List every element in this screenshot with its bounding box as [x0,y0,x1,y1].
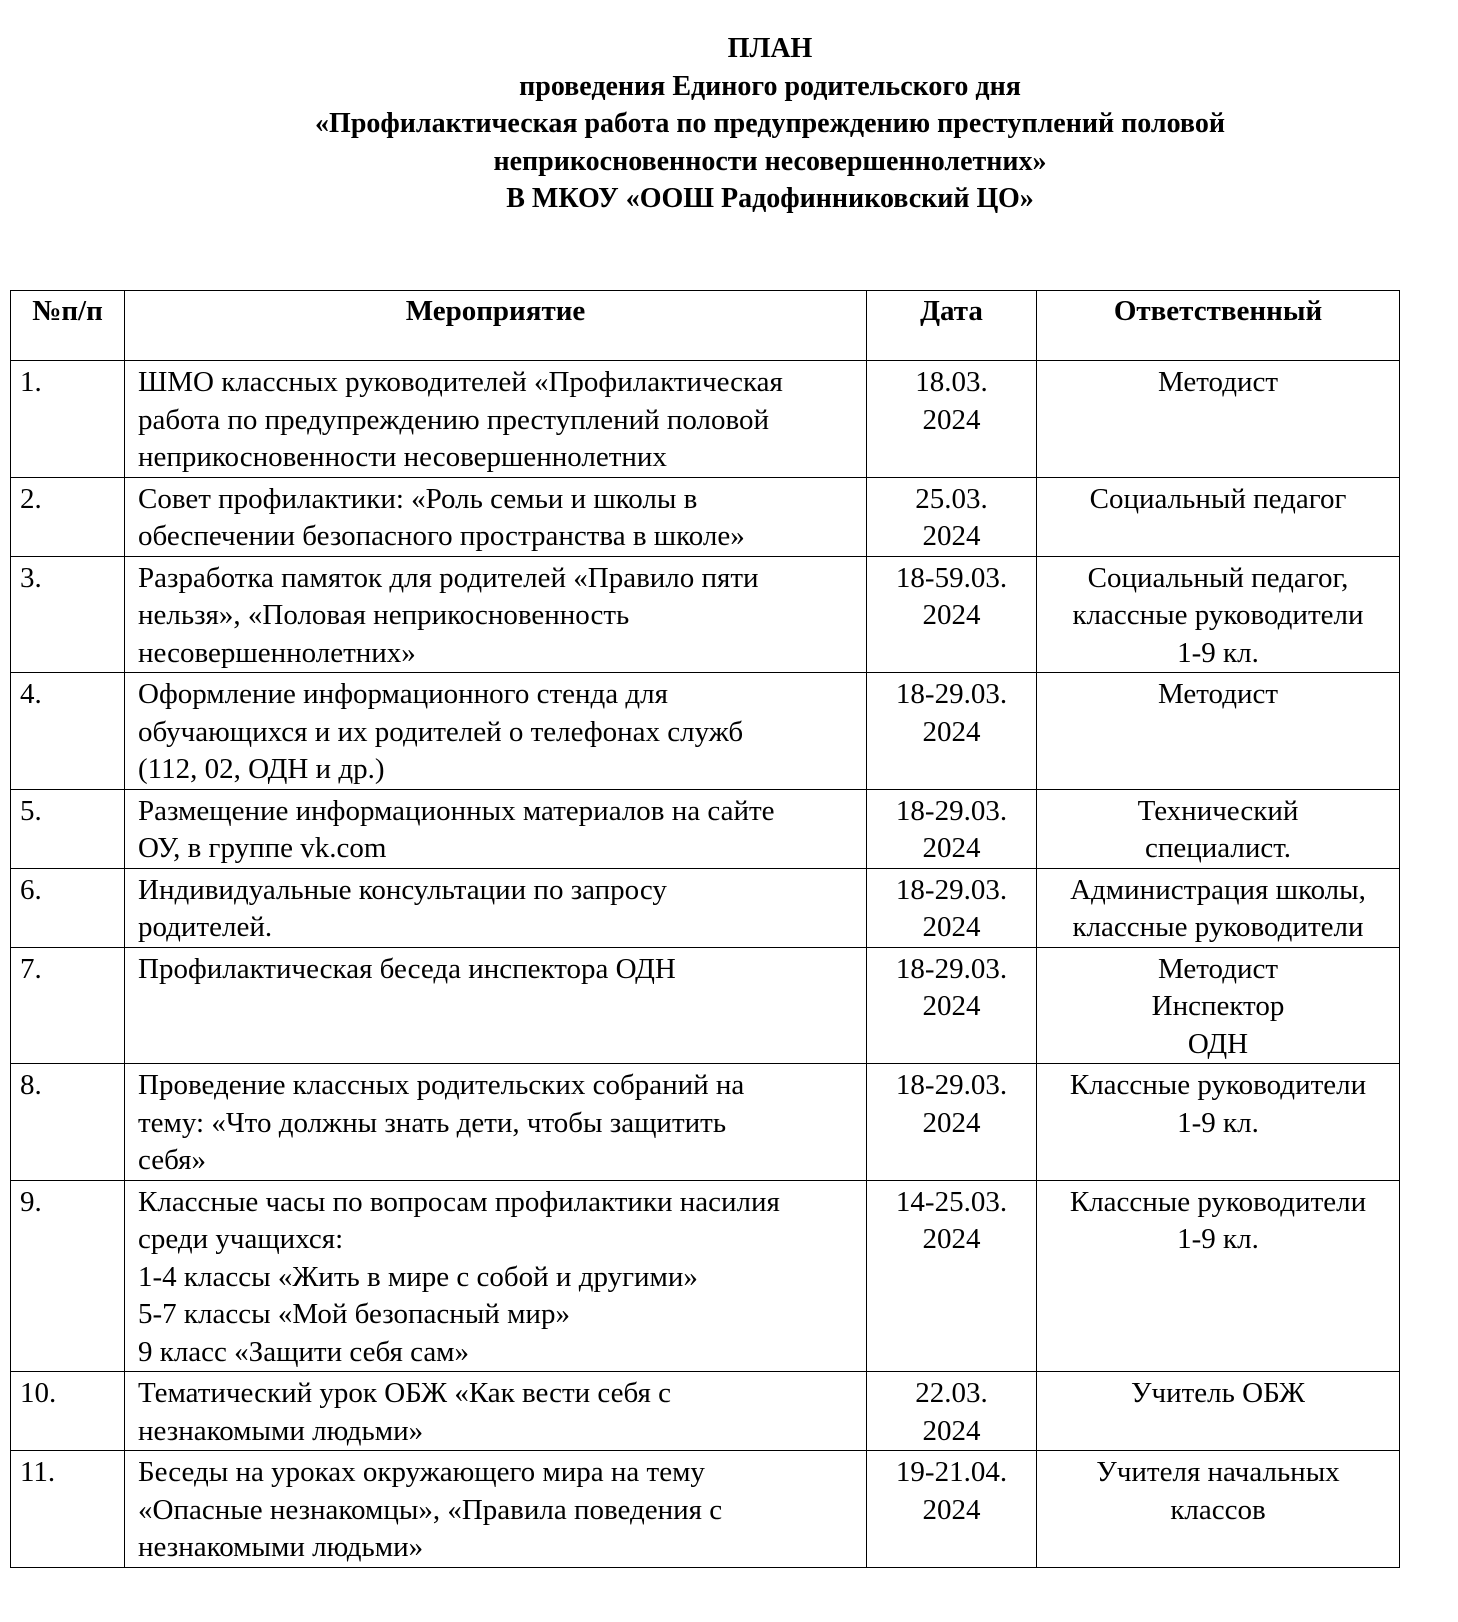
date-cell [867,1180,1037,1372]
header-date: Дата [867,291,1037,361]
responsible-cell-line: Классные руководители [1069,1185,1367,1218]
event-cell [125,789,867,868]
event-cell-line: обучающихся и их родителей о телефонах служб [138,715,744,748]
responsible-cell-line: Методист [1157,366,1279,398]
event-cell-line: «Опасные незнакомцы», «Правила поведения с [138,1493,723,1526]
header-responsible: Ответственный [1037,291,1400,361]
date-cell [867,556,1037,673]
date-cell-line: 2024 [922,1106,981,1139]
responsible-cell [1037,673,1400,790]
responsible-cell-line: Методист [1157,952,1279,985]
table-row [11,1180,1400,1372]
responsible-cell-line: Методист [1157,678,1279,710]
responsible-cell-line: Социальный педагог, [1087,561,1349,594]
table-row [11,673,1400,790]
event-cell-line: Совет профилактики: «Роль семьи и школы в [138,482,698,515]
event-cell-line: незнакомыми людьми» [138,1414,424,1447]
responsible-cell [1037,947,1400,1064]
responsible-cell [1037,1451,1400,1568]
responsible-cell-line: 1-9 кл. [1177,1106,1259,1139]
header-event: Мероприятие [125,291,867,361]
date-cell-line: 2024 [922,1493,981,1526]
event-cell [125,556,867,673]
date-cell [867,868,1037,947]
event-cell-line: работа по предупреждению преступлений половой [138,403,770,436]
event-cell [125,868,867,947]
date-cell-line: 2024 [922,832,981,864]
responsible-cell-line: Технический [1137,794,1299,827]
event-cell-line: ОУ, в группе vk.com [138,832,387,864]
event-cell-line: незнакомыми людьми» [138,1531,424,1563]
event-cell-line: Оформление информационного стенда для [138,678,668,710]
date-cell-line: 18-29.03. [895,952,1008,985]
event-cell-line: Классные часы по вопросам профилактики насилия [138,1185,780,1218]
row-number: 1. [11,361,125,478]
title-line-school: В МКОУ «ООШ Радофинниковский ЦО» [506,183,1034,214]
date-cell-line: 2024 [922,1223,981,1255]
event-cell-line: 5-7 классы «Мой безопасный мир» [138,1298,570,1330]
table-row [11,361,1400,478]
event-cell-line: Индивидуальные консультации по запросу [138,873,667,906]
responsible-cell-line: Инспектор [1151,990,1285,1022]
responsible-cell-line: классные руководители [1072,599,1364,631]
responsible-cell-line: 1-9 кл. [1177,1223,1259,1255]
date-cell-line: 2024 [922,520,981,552]
document-title [0,30,1458,218]
table-row [11,1064,1400,1181]
date-cell-line: 18-29.03. [895,794,1008,827]
event-cell-line: Тематический урок ОБЖ «Как вести себя с [138,1377,672,1409]
row-number: 10. [11,1372,125,1451]
event-cell [125,1451,867,1568]
row-number: 11. [11,1451,125,1568]
date-cell-line: 18-29.03. [895,1069,1008,1101]
date-cell-line: 14-25.03. [895,1185,1008,1218]
date-cell-line: 19-21.04. [895,1456,1008,1488]
table-row [11,947,1400,1064]
row-number: 7. [11,947,125,1064]
responsible-cell [1037,1372,1400,1451]
event-cell [125,947,867,1064]
row-number: 4. [11,673,125,790]
header-num: №п/п [11,291,125,361]
date-cell-line: 2024 [922,403,981,436]
row-number: 5. [11,789,125,868]
table-row [11,1451,1400,1568]
responsible-cell [1037,1064,1400,1181]
table-header-row [11,291,1400,361]
responsible-cell-line: Социальный педагог [1089,482,1347,515]
responsible-cell-line: классов [1170,1493,1266,1526]
event-cell-line: среди учащихся: [138,1223,344,1255]
event-cell [125,1372,867,1451]
event-cell-line: Размещение информационных материалов на сайте [138,794,775,827]
event-cell-line: Проведение классных родительских собраний на [138,1069,745,1101]
responsible-cell [1037,477,1400,556]
responsible-cell [1037,868,1400,947]
date-cell-line: 2024 [922,715,981,748]
row-number: 2. [11,477,125,556]
event-cell-line: ШМО классных руководителей «Профилактическая [138,366,783,398]
event-cell-line: обеспечении безопасного пространства в школе» [138,520,745,552]
date-cell-line: 2024 [922,599,981,631]
row-number: 8. [11,1064,125,1181]
date-cell-line: 22.03. [915,1377,988,1409]
table-row [11,789,1400,868]
row-number: 3. [11,556,125,673]
date-cell [867,947,1037,1064]
event-cell-line: 9 класс «Защити себя сам» [138,1335,470,1368]
date-cell [867,1451,1037,1568]
date-cell-line: 18-59.03. [895,561,1008,594]
table-body [11,361,1400,1568]
event-cell [125,1180,867,1372]
responsible-cell [1037,1180,1400,1372]
date-cell [867,673,1037,790]
event-cell-line: (112, 02, ОДН и др.) [138,753,385,785]
event-cell [125,1064,867,1181]
date-cell [867,1372,1037,1451]
table-row [11,477,1400,556]
responsible-cell-line: 1-9 кл. [1177,636,1259,669]
event-cell-line: неприкосновенности несовершеннолетних [138,441,667,473]
event-cell-line: Разработка памяток для родителей «Правило пяти [138,561,759,594]
responsible-cell-line: ОДН [1187,1027,1249,1060]
responsible-cell-line: Учителя начальных [1096,1456,1340,1488]
event-cell-line: Профилактическая беседа инспектора ОДН [138,952,676,985]
date-cell-line: 2024 [922,990,981,1022]
date-cell-line: 2024 [922,911,981,943]
date-cell [867,361,1037,478]
event-cell-line: родителей. [138,911,273,943]
row-number: 9. [11,1180,125,1372]
date-cell-line: 18-29.03. [895,873,1008,906]
responsible-cell [1037,789,1400,868]
title-line-subtitle: проведения Единого родительского дня [519,70,1021,102]
date-cell-line: 18-29.03. [895,678,1008,710]
responsible-cell-line: Администрация школы, [1070,873,1366,906]
plan-table [10,290,1400,1568]
event-cell-line: Беседы на уроках окружающего мира на тему [138,1456,705,1488]
date-cell-line: 18.03. [915,366,988,398]
date-cell [867,477,1037,556]
event-cell [125,673,867,790]
responsible-cell [1037,556,1400,673]
responsible-cell-line: классные руководители [1072,911,1364,943]
responsible-cell-line: Классные руководители [1069,1069,1367,1101]
title-line-topic: «Профилактическая работа по предупреждению преступлений половой [315,108,1225,139]
table-row [11,1372,1400,1451]
event-cell-line: себя» [138,1144,206,1176]
event-cell [125,477,867,556]
table-row [11,868,1400,947]
responsible-cell-line: специалист. [1144,832,1292,864]
event-cell-line: несовершеннолетних» [138,636,416,669]
event-cell [125,361,867,478]
responsible-cell [1037,361,1400,478]
event-cell-line: 1-4 классы «Жить в мире с собой и другими» [138,1260,698,1293]
row-number: 6. [11,868,125,947]
event-cell-line: тему: «Что должны знать дети, чтобы защитить [138,1106,727,1139]
date-cell-line: 25.03. [915,482,988,515]
date-cell-line: 2024 [922,1414,981,1447]
date-cell [867,789,1037,868]
table-row [11,556,1400,673]
event-cell-line: нельзя», «Половая неприкосновенность [138,599,630,631]
title-line-topic-cont: неприкосновенности несовершеннолетних» [493,145,1047,177]
title-line-plan: ПЛАН [727,33,813,64]
date-cell [867,1064,1037,1181]
responsible-cell-line: Учитель ОБЖ [1131,1377,1305,1409]
